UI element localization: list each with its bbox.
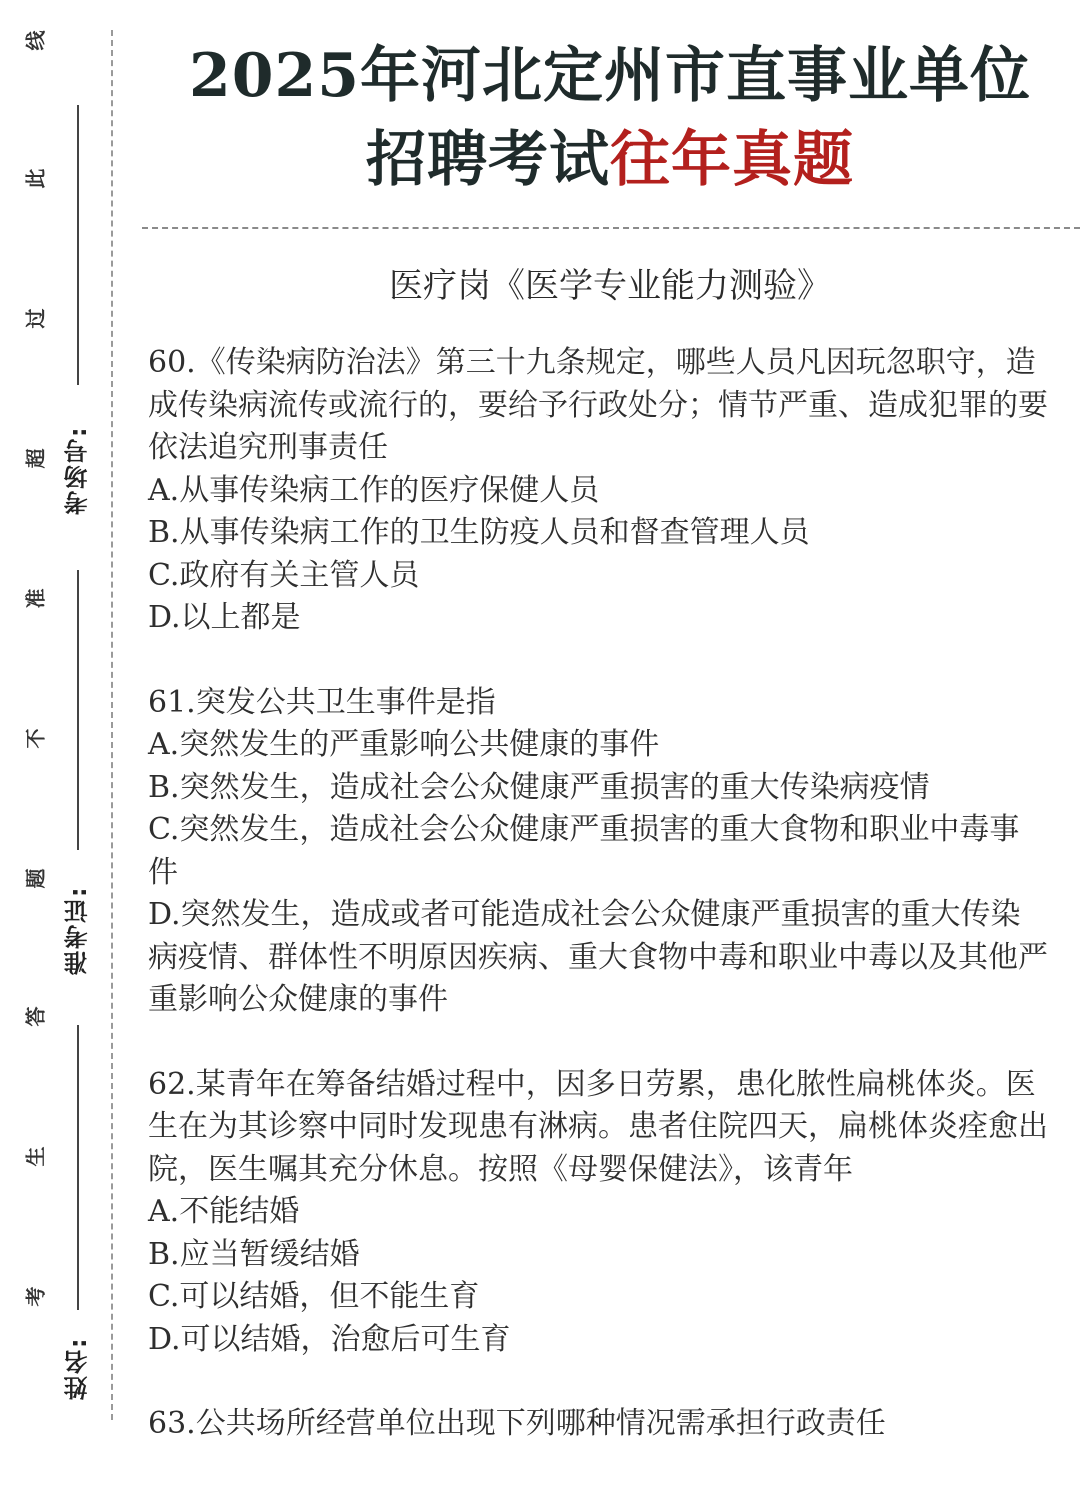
exam-room-field bbox=[62, 105, 94, 515]
option-c: C.可以结婚，但不能生育 bbox=[148, 1279, 480, 1314]
option-a: A.从事传染病工作的医疗保健人员 bbox=[148, 472, 600, 508]
seal-char: 题 bbox=[23, 868, 48, 889]
seal-dashed-line bbox=[111, 30, 113, 1420]
binding-margin bbox=[0, 0, 112, 1443]
admission-no-field bbox=[62, 570, 94, 975]
option-a: A.不能结婚 bbox=[148, 1194, 300, 1229]
question-stem: 61.突发公共卫生事件是指 bbox=[148, 684, 496, 720]
admission-no-rule bbox=[77, 570, 79, 850]
seal-char: 不 bbox=[23, 728, 48, 749]
seal-char: 答 bbox=[23, 1006, 48, 1027]
option-d: D.突然发生，造成或者可能造成社会公众健康严重损害的重大传染病疫情、群体性不明原因疾病、重大食物中毒和职业中毒以及其他严重影响公众健康的事件 bbox=[148, 897, 1048, 1017]
page-subtitle: 医疗岗《医学专业能力测验》 bbox=[389, 266, 831, 306]
title-normal-text: 招聘考试 bbox=[366, 125, 610, 195]
question-60 bbox=[148, 342, 1048, 640]
question-62 bbox=[148, 1064, 1048, 1362]
option-b: B.从事传染病工作的卫生防疫人员和督查管理人员 bbox=[148, 515, 810, 550]
question-63 bbox=[148, 1403, 1048, 1446]
seal-char: 超 bbox=[23, 448, 48, 469]
option-b: B.应当暂缓结婚 bbox=[148, 1236, 360, 1272]
name-rule bbox=[77, 1025, 79, 1310]
seal-char: 生 bbox=[23, 1146, 48, 1167]
question-61 bbox=[148, 682, 1048, 1022]
question-stem: 62.某青年在筹备结婚过程中，因多日劳累，患化脓性扁桃体炎。医生在为其诊察中同时发现患有淋病。患者住院四天，扁桃体炎痊愈出院，医生嘱其充分休息。按照《母婴保健法》，该青年 bbox=[148, 1066, 1048, 1187]
admission-no-label: 准考证: bbox=[64, 885, 92, 975]
seal-char: 线 bbox=[23, 30, 48, 51]
page-title-line1: 2025年河北定州市直事业单位 bbox=[189, 41, 1031, 111]
seal-char: 过 bbox=[23, 308, 48, 329]
option-c: C.突然发生，造成社会公众健康严重损害的重大食物和职业中毒事件 bbox=[148, 812, 1020, 890]
name-field bbox=[62, 1025, 94, 1400]
option-d: D.可以结婚，治愈后可生育 bbox=[148, 1321, 511, 1357]
seal-char: 准 bbox=[23, 588, 48, 609]
name-label: 姓名: bbox=[64, 1336, 92, 1400]
title-highlight-text: 往年真题 bbox=[610, 125, 854, 195]
option-d: D.以上都是 bbox=[148, 600, 301, 635]
question-stem: 60.《传染病防治法》第三十九条规定，哪些人员凡因玩忽职守，造成传染病流传或流行的，要给予行政处分；情节严重、造成犯罪的要依法追究刑事责任 bbox=[148, 345, 1048, 465]
option-a: A.突然发生的严重影响公共健康的事件 bbox=[148, 727, 660, 762]
question-stem: 63.公共场所经营单位出现下列哪种情况需承担行政责任 bbox=[148, 1406, 886, 1441]
seal-char: 考 bbox=[23, 1286, 48, 1307]
page-title-line2 bbox=[140, 124, 1080, 196]
question-list bbox=[148, 342, 1048, 1488]
option-c: C.政府有关主管人员 bbox=[148, 557, 420, 593]
seal-char: 此 bbox=[23, 168, 48, 189]
option-b: B.突然发生，造成社会公众健康严重损害的重大传染病疫情 bbox=[148, 769, 930, 805]
exam-room-rule bbox=[77, 105, 79, 385]
exam-room-label: 考场号: bbox=[64, 425, 92, 515]
header-divider bbox=[142, 227, 1080, 229]
